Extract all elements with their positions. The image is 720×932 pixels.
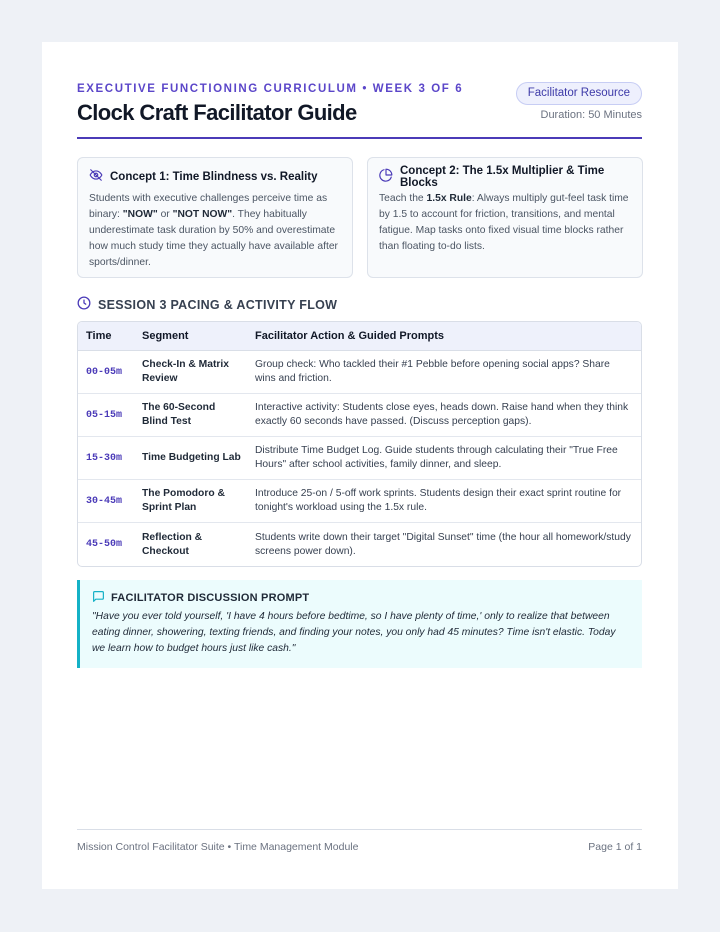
section-title: SESSION 3 PACING & ACTIVITY FLOW <box>98 297 338 312</box>
row-time: 30-45m <box>86 495 123 507</box>
row-action: Interactive activity: Students close eyes, heads down. Raise hand when they think exactly 60 seconds have passed. (Discuss perception gaps). <box>255 402 629 427</box>
facilitator-resource-badge: Facilitator Resource <box>516 82 642 105</box>
pie-chart-icon <box>379 168 393 185</box>
chat-bubble-icon <box>92 590 105 606</box>
table-row <box>78 437 641 480</box>
table-row <box>78 394 641 437</box>
column-header-segment: Segment <box>142 330 189 342</box>
clock-icon <box>77 296 91 313</box>
page-content <box>77 42 642 889</box>
discussion-prompt-callout <box>77 580 642 668</box>
concept-card-multiplier <box>367 157 643 278</box>
row-time: 15-30m <box>86 452 123 464</box>
emphasis-text: "NOW" <box>122 209 158 220</box>
pacing-table <box>77 321 642 567</box>
emphasis-text: "NOT NOW" <box>172 209 233 220</box>
prompt-title: FACILITATOR DISCUSSION PROMPT <box>111 592 310 604</box>
table-row <box>78 351 641 394</box>
row-segment: Time Budgeting Lab <box>142 452 241 463</box>
eye-off-icon <box>89 168 103 185</box>
body-text: or <box>157 209 173 220</box>
body-text: . They habitually underestimate task duration by 50% and overestimate how much study time they actually have available after sports/dinner. <box>89 209 338 268</box>
pacing-section-heading <box>77 296 337 313</box>
row-segment: Reflection & Checkout <box>142 531 203 557</box>
row-action: Distribute Time Budget Log. Guide students through calculating their "True Free Hours" after school activities, family dinner, and sleep. <box>255 445 618 470</box>
body-text: Teach the <box>379 193 427 204</box>
prompt-quote: "Have you ever told yourself, 'I have 4 hours before bedtime, so I have plenty of time,' only to realize that between eating dinner, showering, texting friends, and finding your notes, you only had 45 minutes? Time isn't elastic. Today we learn how to budget hours just like cash." <box>92 611 616 654</box>
table-row <box>78 523 641 566</box>
row-action: Group check: Who tackled their #1 Pebble before opening social apps? Share wins and friction. <box>255 359 610 384</box>
column-header-action: Facilitator Action & Guided Prompts <box>255 330 445 342</box>
page-title: Clock Craft Facilitator Guide <box>77 100 357 125</box>
row-segment: Check-In & Matrix Review <box>142 359 229 384</box>
body-text: Students with executive challenges perceive time as binary: <box>89 193 328 220</box>
concept-body <box>379 191 631 255</box>
emphasis-text: 1.5x Rule <box>426 193 472 204</box>
row-segment: The 60-Second Blind Test <box>142 402 216 427</box>
table-row <box>78 480 641 523</box>
guide-page <box>42 42 678 889</box>
page-number: Page 1 of 1 <box>588 841 642 853</box>
row-time: 45-50m <box>86 539 123 550</box>
duration-label: Duration: 50 Minutes <box>540 109 642 121</box>
row-segment: The Pomodoro & Sprint Plan <box>142 488 225 513</box>
row-action: Introduce 25-on / 5-off work sprints. Students design their exact sprint routine for tonight's workload using the 1.5x rule. <box>255 488 622 513</box>
row-time: 00-05m <box>86 366 123 378</box>
concept-card-time-blindness <box>77 157 353 278</box>
footer-suite-label: Mission Control Facilitator Suite • Time Management Module <box>77 841 359 853</box>
concept-title: Concept 2: The 1.5x Multiplier & Time Blocks <box>400 164 605 189</box>
concept-title: Concept 1: Time Blindness vs. Reality <box>110 170 318 183</box>
curriculum-eyebrow: EXECUTIVE FUNCTIONING CURRICULUM • WEEK 3 OF 6 <box>77 83 464 95</box>
concept-body <box>89 191 341 271</box>
row-action: Students write down their target "Digital Sunset" time (the hour all homework/study screens power down). <box>255 531 631 557</box>
row-time: 05-15m <box>86 409 123 421</box>
table-header <box>78 322 641 351</box>
column-header-time: Time <box>86 330 112 342</box>
footer-divider <box>77 829 642 830</box>
body-text: : Always multiply gut-feel task time by 1.5 to account for friction, transitions, and mental fatigue. Map tasks onto fixed visual time blocks rather than floating to-do lists. <box>379 193 629 252</box>
title-divider <box>77 137 642 139</box>
